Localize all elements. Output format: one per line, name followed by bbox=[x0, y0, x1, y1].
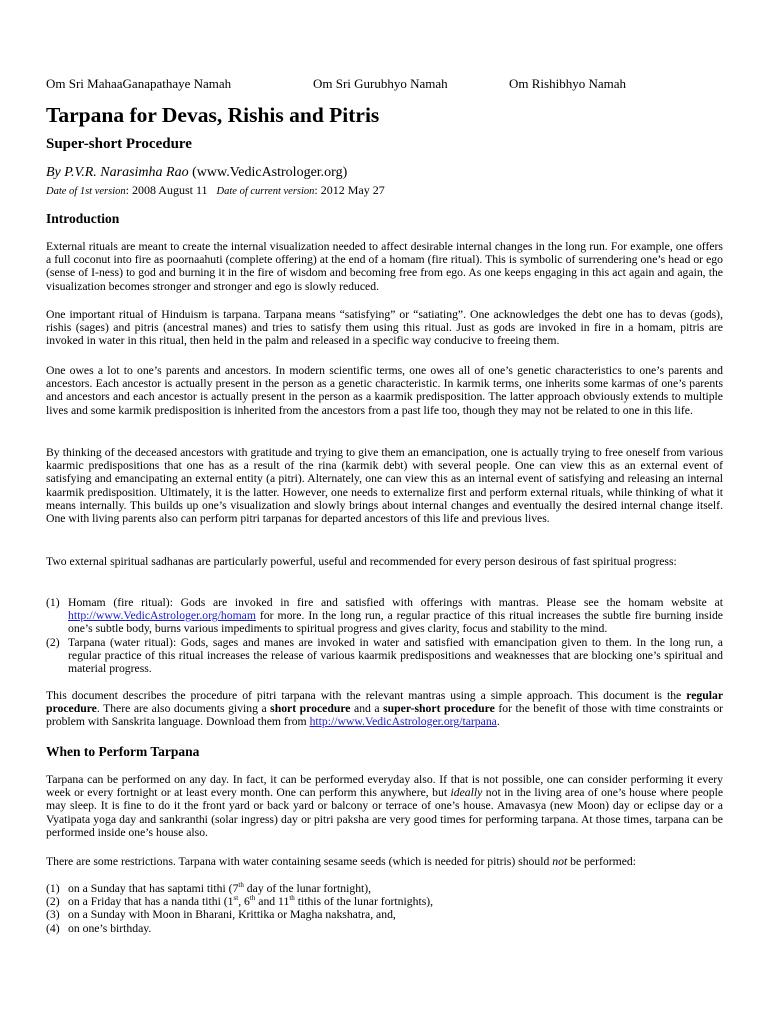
intro-paragraph-3: One owes a lot to one’s parents and ancestors. In modern scientific terms, one owes all of one’s genetic characteristics to one’s parents and ancestors. Each ancestor is actually present in the person as a genetic characteristic. In karmik terms, one inherits some karmas of one’s parents and ancestors and each ancestor is actually present in the person as a kaarmik predisposition. The latter approach obviously extends to multiple lives and some karmik predisposition is inherited from the ancestors from a past life too, though they may not be related to one in this life. bbox=[46, 364, 723, 417]
tarpana-link[interactable]: http://www.VedicAstrologer.org/tarpana bbox=[309, 715, 497, 729]
ordinal-suffix: st bbox=[233, 894, 239, 903]
list-item-number: (2) bbox=[46, 635, 60, 649]
list-item bbox=[46, 895, 723, 908]
list-item bbox=[46, 908, 723, 921]
when-text-a: Tarpana can be performed on any day. In fact, it can be performed everyday also. If that is not possible, one can consider performing it every week or every fortnight or at least every month. One can perform this anywhere, but bbox=[46, 773, 723, 800]
homam-text: Homam (fire ritual): Gods are invoked in fire and satisfied with offerings with mantras. Please see the homam website at bbox=[68, 596, 723, 609]
current-version-date: : 2012 May 27 bbox=[314, 183, 385, 197]
restriction-4-text: on one’s birthday. bbox=[68, 921, 152, 935]
restriction-1-text: on a Sunday that has saptami tithi (7 bbox=[68, 882, 239, 895]
when-heading: When to Perform Tarpana bbox=[46, 744, 200, 759]
list-item bbox=[46, 596, 723, 636]
intro-paragraph-4: By thinking of the deceased ancestors with gratitude and trying to give them an emancipation, one is actually trying to free oneself from various kaarmic predispositions that one has as a result of the rina (karmik debt) with several people. One can view this as an external event of satisfying and emancipating an external entity (a pitri). Alternately, one can view this as an internal event of satisfying and releasing an internal kaarmik predisposition. Ultimately, it is the latter. However, one needs to externalize first and perform external rituals, while thinking of what it means internally. This builds up one’s visualization and slowly brings about internal changes and eventually the desired internal change itself. One with living parents also can perform pitri tarpanas for departed ancestors of this life and previous lives. bbox=[46, 446, 723, 526]
intro-paragraph-2: One important ritual of Hinduism is tarpana. Tarpana means “satisfying” or “satiating”. One acknowledges the debt one has to devas (gods), rishis (sages) and pitris (ancestral manes) and tries to satisfy them using this ritual. Just as gods are invoked in fire in a homam, pitris are invoked in water in this ritual, then held in the palm and released in a specific way conducive to freeing them. bbox=[46, 308, 723, 348]
tarpana-text: Tarpana (water ritual): Gods, sages and manes are invoked in water and satisfied with emancipation given to them. In the long run, a regular practice of this ritual increases the release of various kaarmik predispositions and weaknesses that are blocking one’s spiritual and material progress. bbox=[68, 635, 723, 676]
author-name: By P.V.R. Narasimha Rao bbox=[46, 165, 189, 180]
list-item-number: (1) bbox=[46, 882, 60, 895]
restriction-2-text: on a Friday that has a nanda tithi (1 bbox=[68, 895, 234, 909]
when-text-b: not in the living area of one’s house where people may sleep. It is fine to do it the front yard or back yard or balcony or terrace of one’s house. Amavasya (new Moon) day or eclipse day or a Vyatipata yoga day and sankranthi (solar ingress) day or pitri paksha are very good times for performing tarpana. At those times, tarpana can be performed inside one’s house also. bbox=[46, 786, 724, 839]
restriction-text-b: be performed: bbox=[570, 855, 636, 868]
ordinal-suffix: th bbox=[238, 881, 244, 890]
when-paragraph-2 bbox=[46, 855, 723, 868]
intro-paragraph-6 bbox=[46, 689, 723, 729]
author-website: (www.VedicAstrologer.org) bbox=[192, 165, 348, 180]
restriction-list bbox=[46, 882, 723, 935]
p6-text-c: . There are also documents giving a bbox=[96, 702, 267, 716]
invocation-rishi: Om Rishibhyo Namah bbox=[509, 76, 626, 91]
author-line bbox=[46, 164, 347, 182]
list-item bbox=[46, 922, 723, 935]
restriction-3-text: on a Sunday with Moon in Bharani, Krittika or Magha nakshatra, and, bbox=[68, 908, 396, 922]
introduction-heading: Introduction bbox=[46, 211, 120, 226]
when-paragraph-1 bbox=[46, 773, 723, 839]
ideally-emphasis: ideally bbox=[450, 786, 483, 800]
list-item-number: (2) bbox=[46, 895, 60, 909]
list-item-number: (3) bbox=[46, 908, 60, 922]
list-item bbox=[46, 636, 723, 676]
restriction-1-text-end: day of the lunar fortnight), bbox=[246, 882, 372, 895]
list-item-number: (1) bbox=[46, 596, 60, 609]
regular-procedure-emphasis: regular procedure bbox=[46, 689, 724, 716]
sadhana-list bbox=[46, 596, 723, 675]
restriction-2-text-d: tithis of the lunar fortnights), bbox=[297, 895, 434, 909]
p6-text-g: for the benefit of those with time constraints or problem with Sanskrita language. Download them from bbox=[46, 702, 724, 729]
first-version-label: Date of 1st version bbox=[46, 186, 126, 197]
restriction-2-text-c: and 11 bbox=[258, 895, 290, 909]
restriction-2-text-b: , 6 bbox=[238, 895, 250, 909]
first-version-date: : 2008 August 11 bbox=[125, 183, 208, 197]
list-item bbox=[46, 882, 723, 895]
invocation-ganapathi: Om Sri MahaaGanapathaye Namah bbox=[46, 76, 232, 91]
p6-text-e: and a bbox=[354, 702, 380, 716]
invocation-guru: Om Sri Gurubhyo Namah bbox=[313, 76, 448, 91]
restriction-text-a: There are some restrictions. Tarpana with water containing sesame seeds (which is needed for pitris) should bbox=[46, 855, 550, 868]
ordinal-suffix: th bbox=[289, 894, 295, 903]
not-emphasis: not bbox=[552, 855, 568, 868]
super-short-procedure-emphasis: super-short procedure bbox=[383, 702, 495, 716]
page-subtitle: Super-short Procedure bbox=[46, 136, 192, 152]
short-procedure-emphasis: short procedure bbox=[270, 702, 351, 716]
homam-link[interactable]: http://www.VedicAstrologer.org/homam bbox=[68, 609, 256, 623]
list-item-number: (4) bbox=[46, 921, 60, 935]
homam-text-continued: for more. In the long run, a regular practice of this ritual increases the subtle fire burning inside one’s subtle body, burns various impediments to spiritual progress and gives clarity, focus and stability to the mind. bbox=[68, 609, 723, 636]
page-title: Tarpana for Devas, Rishis and Pitris bbox=[46, 103, 380, 127]
current-version-label: Date of current version bbox=[216, 186, 315, 197]
p6-text-a: This document describes the procedure of pitri tarpana with the relevant mantras using a simple approach. This document is the bbox=[46, 689, 682, 702]
intro-paragraph-5: Two external spiritual sadhanas are particularly powerful, useful and recommended for every person desirous of fast spiritual progress: bbox=[46, 555, 677, 568]
ordinal-suffix: th bbox=[249, 894, 256, 903]
version-dates bbox=[46, 182, 385, 200]
p6-text-h: . bbox=[496, 715, 500, 729]
intro-paragraph-1: External rituals are meant to create the internal visualization needed to affect desirable internal changes in the long run. For example, one offers a full coconut into fire as poornaahuti (complete offering) at the end of a homam (fire ritual). This is symbolic of surrendering one’s head or ego (sense of I-ness) to god and burning it in the fire of wisdom and becoming free from ego. As one keeps engaging in this act again and again, the visualization becomes stronger and stronger and ego is slowly reduced. bbox=[46, 240, 723, 293]
